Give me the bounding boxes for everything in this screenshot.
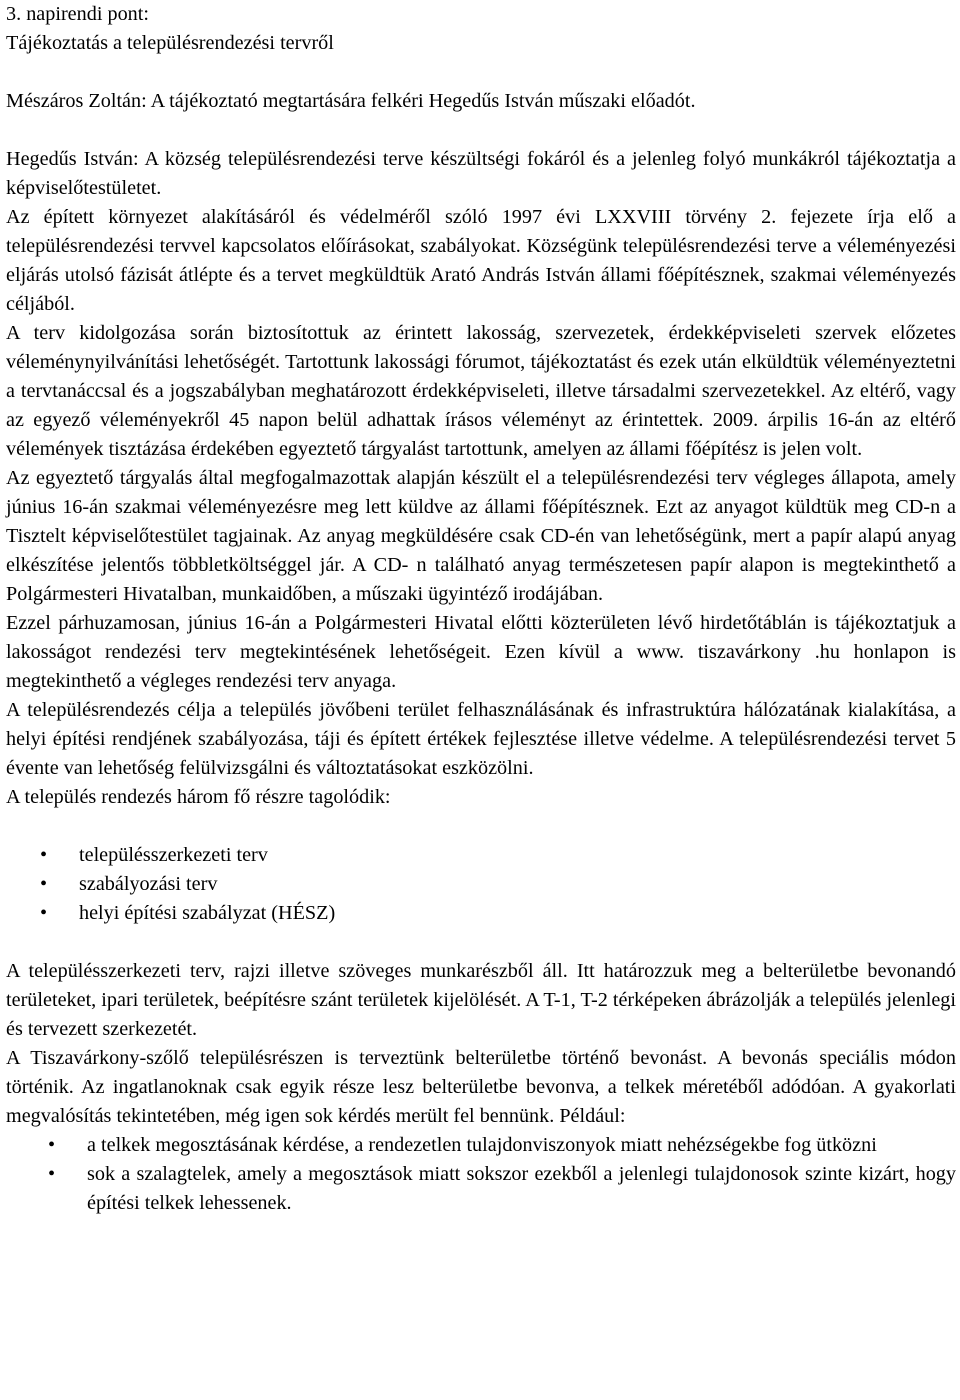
spacer [6, 116, 956, 145]
agenda-item-title: Tájékoztatás a településrendezési tervről [6, 32, 334, 54]
spacer [6, 812, 956, 841]
paragraph: A településrendezés célja a település jövőbeni terület felhasználásának és infrastruktúra hálózatának kialakítása, a helyi építési rendjének szabályozása, táji és épített értékek fejlesztése illetve védelme. A településrendezési tervet 5 évente van lehetőség felülvizsgálni és változtatásokat eszközölni. [6, 699, 956, 779]
list-item: • sok a szalagtelek, amely a megosztások miatt sokszor ezekből a jelenlegi tulajdonosok szinte kizárt, hogy építési telkek lehessenek. [6, 1160, 956, 1218]
agenda-item-number: 3. napirendi pont: [6, 3, 149, 25]
list-item: • a telkek megosztásának kérdése, a rendezetlen tulajdonviszonyok miatt nehézségekbe fog ütközni [6, 1131, 956, 1160]
spacer [6, 58, 956, 87]
paragraph: A település rendezés három fő részre tagolódik: [6, 786, 391, 808]
paragraph: A terv kidolgozása során biztosítottuk az érintett lakosság, szervezetek, érdekképviseleti szervek előzetes véleménynyilvánítási lehetőségét. Tartottunk lakossági fórumot, tájékoztatást és ezek után elküldtük véleményeztetni a tervtanáccsal és a jogszabályban meghatározott érdekképviseleti, illetve társadalmi szervezetekkel. Az eltérő, vagy az egyező véleményekről 45 napon belül adhattak írásos véleményt az érintettek. 2009. árpilis 16-án az eltérő vélemények tisztázása érdekében egyeztető tárgyalást tartottunk, amelyen az állami főépítész is jelen volt. [6, 322, 956, 460]
paragraph: Az épített környezet alakításáról és védelméről szóló 1997 évi LXXVIII törvény 2. fejezete írja elő a településrendezési tervvel kapcsolatos előírásokat, szabályokat. Községünk településrendezési terve a véleményezési eljárás utolsó fázisát átlépte és a tervet megküldtük Arató András István állami főépítésznek, szakmai véleményezés céljából. [6, 206, 956, 315]
plan-parts-list [6, 841, 956, 928]
issues-list [6, 1131, 956, 1218]
spacer [6, 928, 956, 957]
intro-paragraph: Mészáros Zoltán: A tájékoztató megtartására felkéri Hegedűs István műszaki előadót. [6, 90, 696, 112]
list-item: • helyi építési szabályzat (HÉSZ) [6, 899, 956, 928]
paragraph: A településszerkezeti terv, rajzi illetve szöveges munkarészből áll. Itt határozzuk meg a belterületbe bevonandó területeket, ipari területek, beépítésre szánt területek kijelölését. A T-1, T-2 térképeken ábrázolják a település jelenlegi és tervezett szerkezetét. [6, 960, 956, 1040]
paragraph: Hegedűs István: A község településrendezési terve készültségi fokáról és a jelenleg folyó munkákról tájékoztatja a képviselőtestületet. [6, 148, 956, 199]
paragraph: Az egyeztető tárgyalás által megfogalmazottak alapján készült el a településrendezési terv végleges állapota, amely június 16-án szakmai véleményezésre meg lett küldve az állami főépítésznek. Ezt az anyagot küldtük meg CD-n a Tisztelt képviselőtestület tagjainak. Az anyag megküldésére csak CD-én van lehetőségünk, mert a papír alapú anyag elkészítése jelentős többletköltséggel jár. A CD- n található anyag természetesen papír alapon is megtekinthető a Polgármesteri Hivatalban, munkaidőben, a műszaki ügyintéző irodájában. [6, 467, 956, 605]
paragraph: A Tiszavárkony-szőlő településrészen is terveztünk belterületbe történő bevonást. A bevonás speciális módon történik. Az ingatlanoknak csak egyik része lesz belterületbe bevonva, a telkek méretéből adódóan. A gyakorlati megvalósítás tekintetében, még igen sok kérdés merült fel bennünk. Például: [6, 1047, 956, 1127]
list-item: • településszerkezeti terv [6, 841, 956, 870]
paragraph: Ezzel párhuzamosan, június 16-án a Polgármesteri Hivatal előtti közterületen lévő hirdetőtáblán is tájékoztatjuk a lakosságot rendezési terv megtekintésének lehetőségeit. Ezen kívül a www. tiszavárkony .hu honlapon is megtekinthető a végleges rendezési terv anyaga. [6, 612, 956, 692]
list-item: • szabályozási terv [6, 870, 956, 899]
